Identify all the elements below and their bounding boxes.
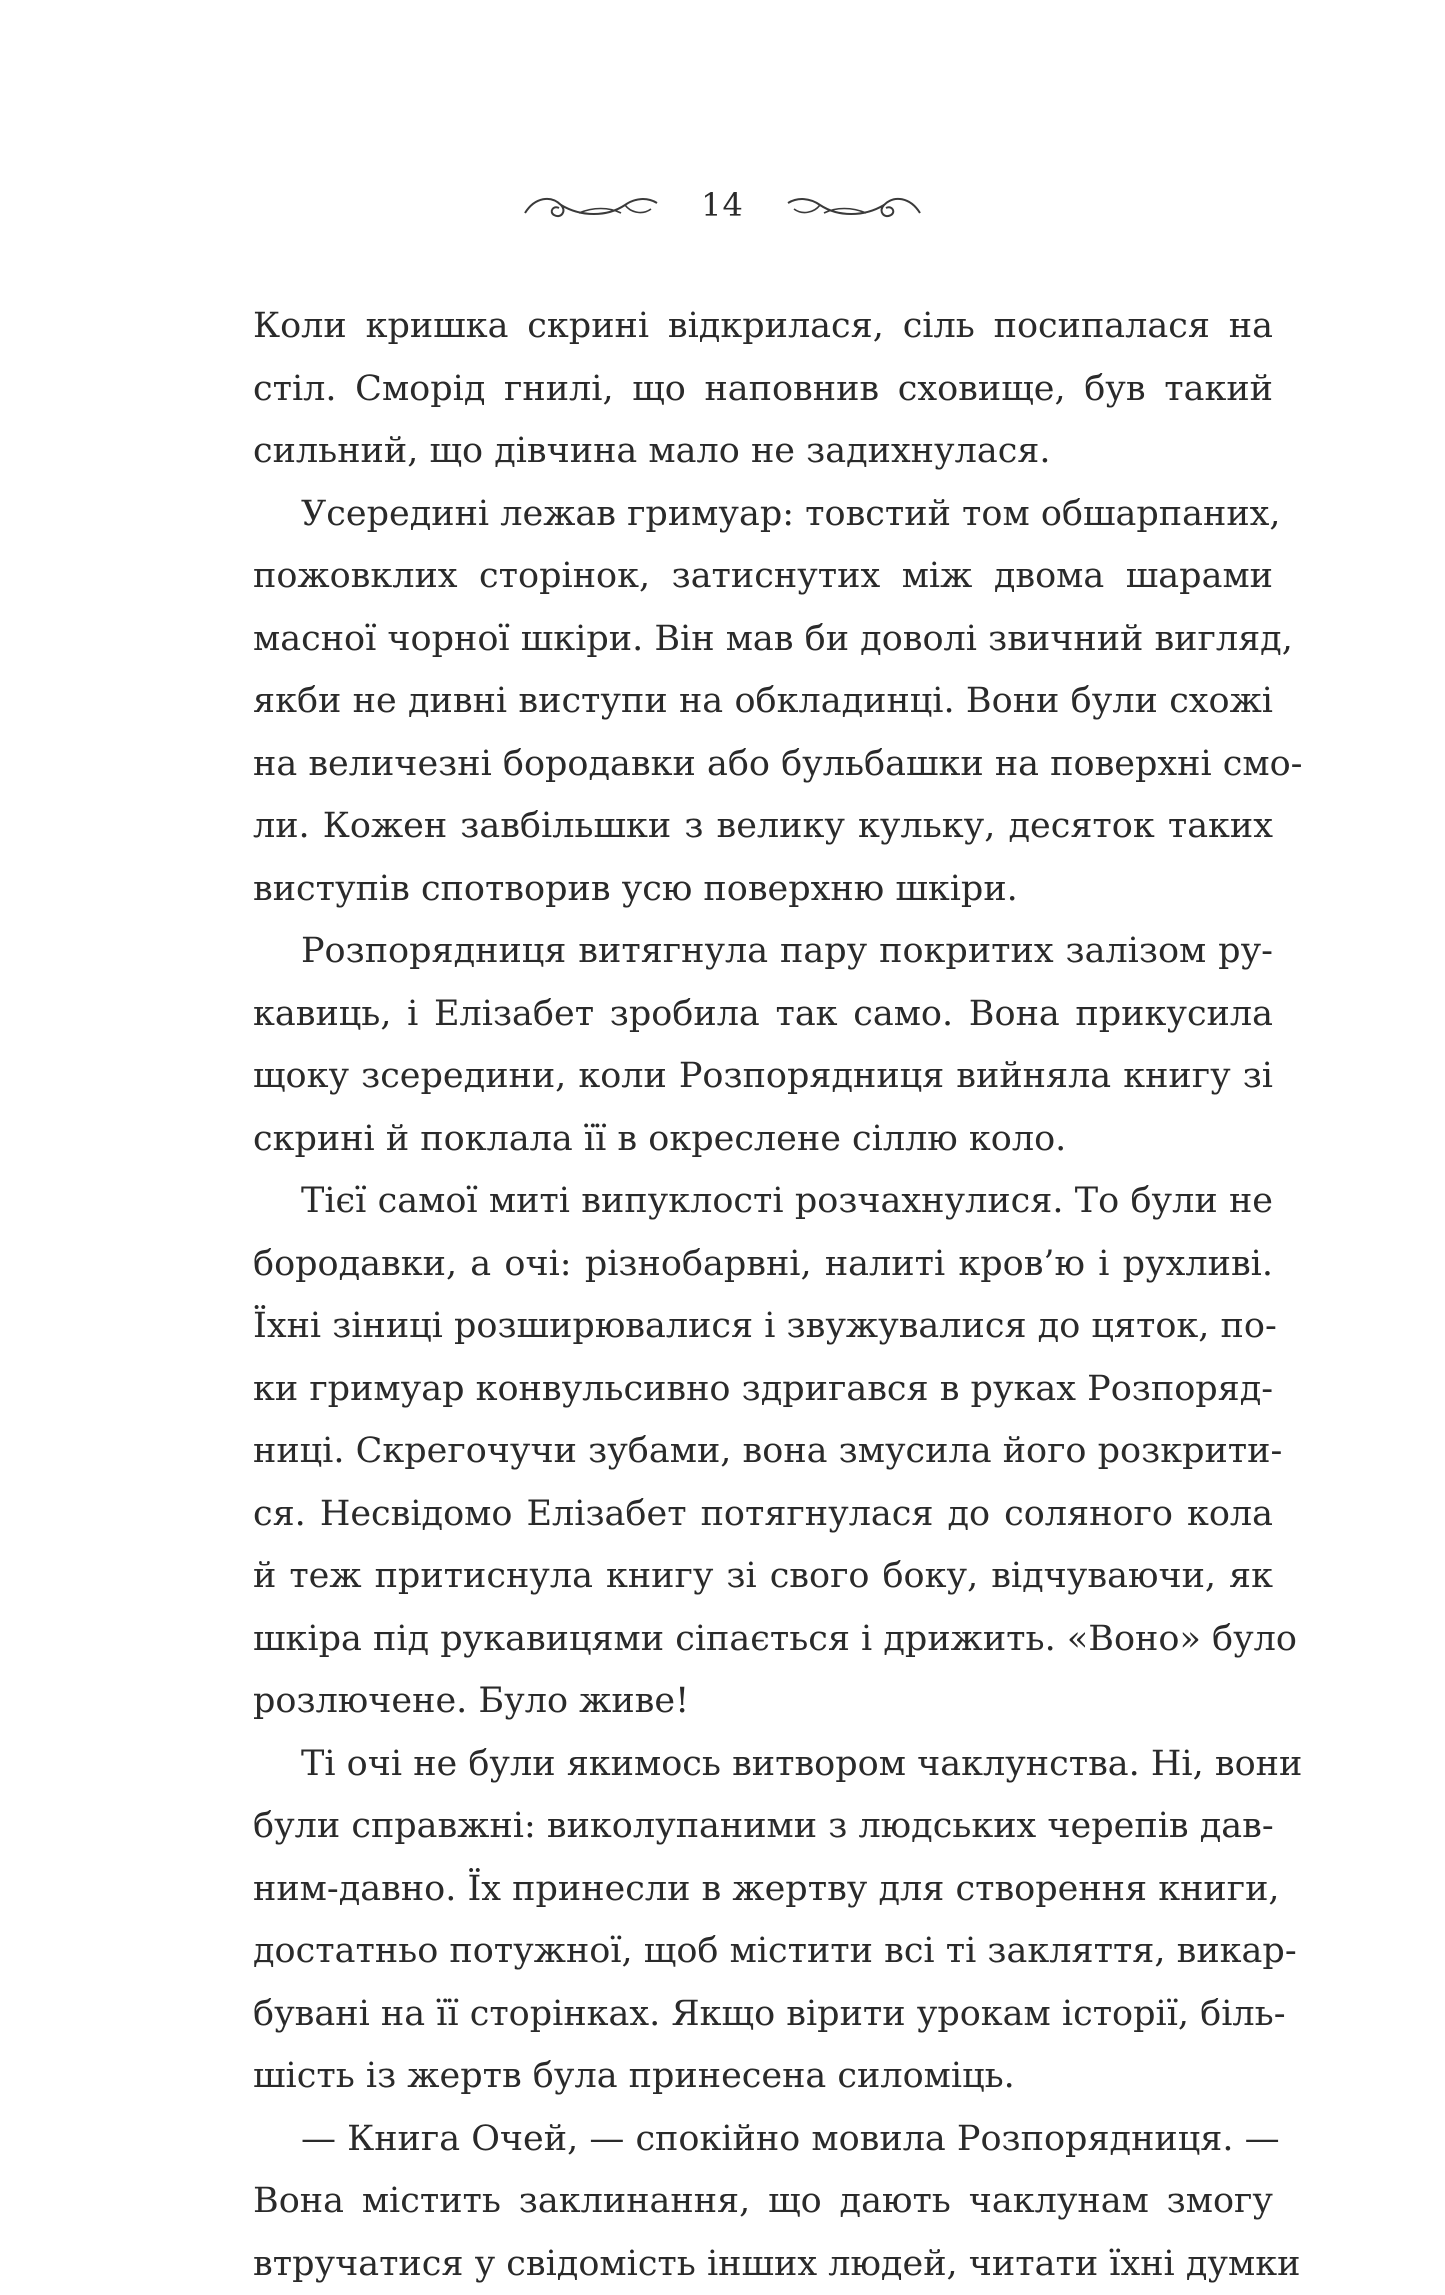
paragraph [253,920,1273,1170]
paragraph [253,1733,1273,2108]
flourish-left-icon [521,183,661,227]
text-line: й теж притиснула книгу зі свого боку, відчуваючи, як [253,1545,1273,1608]
text-line: були справжні: виколупаними з людських черепів дав- [253,1795,1273,1858]
body-text [253,295,1273,2295]
text-line: ки гримуар конвульсивно здригався в руках Розпоряд- [253,1358,1273,1421]
text-line: втручатися у свідомість інших людей, читати їхні думки [253,2233,1273,2295]
text-line: бородавки, а очі: різнобарвні, налиті кров’ю і рухливі. [253,1233,1273,1296]
paragraph [253,483,1273,921]
paragraph [253,2108,1273,2295]
text-line: сильний, що дівчина мало не задихнулася. [253,420,1273,483]
text-line: шість із жертв була принесена силоміць. [253,2045,1273,2108]
text-line: ли. Кожен завбільшки з велику кульку, десяток таких [253,795,1273,858]
page-number: 14 [701,186,744,224]
text-line: якби не дивні виступи на обкладинці. Вони були схожі [253,670,1273,733]
text-line: ниці. Скрегочучи зубами, вона змусила його розкрити- [253,1420,1273,1483]
text-line: Розпорядниця витягнула пару покритих залізом ру- [253,920,1273,983]
text-line: достатньо потужної, щоб містити всі ті закляття, викар- [253,1920,1273,1983]
text-line: Ті очі не були якимось витвором чаклунства. Ні, вони [253,1733,1273,1796]
text-line: розлючене. Було живе! [253,1670,1273,1733]
text-line: пожовклих сторінок, затиснутих між двома шарами [253,545,1273,608]
page-header [0,170,1445,240]
text-line: Їхні зіниці розширювалися і звужувалися до цяток, по- [253,1295,1273,1358]
text-line: — Книга Очей, — спокійно мовила Розпорядниця. — [253,2108,1273,2171]
text-line: масної чорної шкіри. Він мав би доволі звичний вигляд, [253,608,1273,671]
text-line: виступів спотворив усю поверхню шкіри. [253,858,1273,921]
text-line: бувані на її сторінках. Якщо вірити урокам історії, біль- [253,1983,1273,2046]
paragraph [253,295,1273,483]
text-line: скрині й поклала її в окреслене сіллю коло. [253,1108,1273,1171]
text-line: шкіра під рукавицями сіпається і дрижить. «Воно» було [253,1608,1273,1671]
text-line: Тієї самої миті випуклості розчахнулися. То були не [253,1170,1273,1233]
text-line: щоку зсередини, коли Розпорядниця вийняла книгу зі [253,1045,1273,1108]
paragraph [253,1170,1273,1733]
text-line: Вона містить заклинання, що дають чаклунам змогу [253,2170,1273,2233]
flourish-right-icon [784,183,924,227]
text-line: Коли кришка скрині відкрилася, сіль посипалася на [253,295,1273,358]
text-line: стіл. Сморід гнилі, що наповнив сховище, був такий [253,358,1273,421]
text-line: ся. Несвідомо Елізабет потягнулася до соляного кола [253,1483,1273,1546]
text-line: Усередині лежав гримуар: товстий том обшарпаних, [253,483,1273,546]
text-line: кавиць, і Елізабет зробила так само. Вона прикусила [253,983,1273,1046]
text-line: ним-давно. Їх принесли в жертву для створення книги, [253,1858,1273,1921]
text-line: на величезні бородавки або бульбашки на поверхні смо- [253,733,1273,796]
